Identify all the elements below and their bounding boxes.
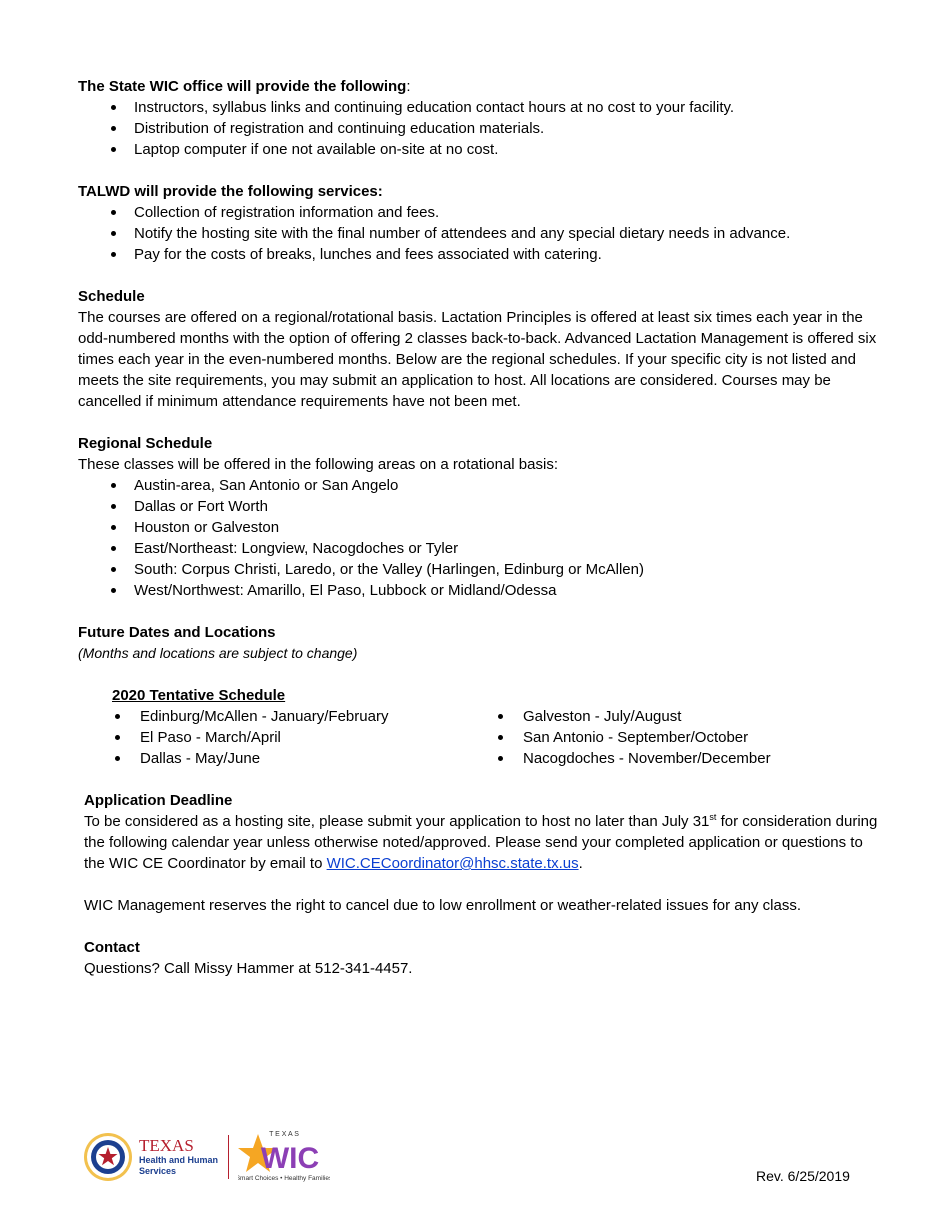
deadline-text: To be considered as a hosting site, please submit your application to host no later than July 31 [84, 813, 710, 830]
wic-logo [238, 1128, 330, 1186]
deadline-sup: st [709, 812, 717, 822]
wic-texas-text: T E X A S [269, 1131, 299, 1138]
list-item: Laptop computer if one not available on-site at no cost. [78, 139, 878, 160]
list-item: East/Northeast: Longview, Nacogdoches or Tyler [78, 538, 878, 559]
list-item: Pay for the costs of breaks, lunches and fees associated with catering. [78, 244, 878, 265]
state-wic-heading: The State WIC office will provide the following [78, 78, 407, 95]
deadline-section [84, 790, 878, 874]
regional-heading: Regional Schedule [78, 435, 213, 452]
list-item: Austin-area, San Antonio or San Angelo [78, 475, 878, 496]
revision-date: Rev. 6/25/2019 [756, 1168, 850, 1184]
list-item: Notify the hosting site with the final number of attendees and any special dietary needs in advance. [78, 223, 878, 244]
schedule-body: The courses are offered on a regional/rotational basis. Lactation Principles is offered at least six times each year in the odd-numbered months with the option of offering 2 classes back-to-back. Advanced Lactation Management is offered six times each year in the even-numbered months. Below are the regional schedules. If your specific city is not listed and meets the site requirements, you may submit an application to host. All locations are considered. Courses may be cancelled if minimum attendance requirements have not been met. [78, 309, 877, 410]
tentative-schedule [112, 685, 878, 769]
list-item: South: Corpus Christi, Laredo, or the Valley (Harlingen, Edinburg or McAllen) [78, 559, 878, 580]
hhs-line2: Services [139, 1166, 177, 1176]
list-item: Instructors, syllabus links and continuing education contact hours at no cost to your facility. [78, 97, 878, 118]
hhs-texas-text: TEXAS [139, 1136, 194, 1155]
deadline-heading: Application Deadline [84, 792, 233, 809]
contact-heading: Contact [84, 939, 140, 956]
wic-tagline-text: Smart Choices • Healthy Families [238, 1175, 331, 1182]
list-item: Distribution of registration and continuing education materials. [78, 118, 878, 139]
deadline-period: . [578, 855, 583, 872]
regional-section [78, 433, 878, 601]
state-wic-list [78, 97, 878, 160]
list-item: Dallas - May/June [112, 748, 495, 769]
list-item: Collection of registration information and fees. [78, 202, 878, 223]
state-wic-colon: : [406, 78, 411, 95]
future-note: (Months and locations are subject to change) [78, 645, 358, 661]
management-text: WIC Management reserves the right to cancel due to low enrollment or weather-related issues for any class. [84, 897, 801, 914]
wic-word-text: WIC [260, 1142, 320, 1175]
document-body [78, 76, 878, 1000]
tentative-schedule-title: 2020 Tentative Schedule [112, 687, 286, 704]
schedule-section [78, 286, 878, 412]
contact-section [84, 937, 878, 979]
list-item: Nacogdoches - November/December [495, 748, 878, 769]
management-section [84, 895, 878, 916]
wic-star-icon [238, 1128, 330, 1186]
footer-logos [83, 1128, 330, 1186]
schedule-heading: Schedule [78, 288, 145, 305]
email-link[interactable]: WIC.CECoordinator@hhsc.state.tx.us [326, 855, 579, 872]
future-section [78, 622, 878, 769]
list-item: El Paso - March/April [112, 727, 495, 748]
talwd-section [78, 181, 878, 265]
hhs-line1: Health and Human [139, 1155, 219, 1165]
hhs-logo [83, 1132, 218, 1182]
list-item: Galveston - July/August [495, 706, 878, 727]
regional-list [78, 475, 878, 601]
deadline-text-cont: for consideration during the following calendar year unless otherwise noted/approved. Please send your completed application or questions to the WIC CE Coordinator by email to [84, 813, 878, 872]
logo-divider [228, 1135, 229, 1179]
list-item: West/Northwest: Amarillo, El Paso, Lubbock or Midland/Odessa [78, 580, 878, 601]
regional-intro: These classes will be offered in the following areas on a rotational basis: [78, 456, 558, 473]
state-wic-section [78, 76, 878, 160]
list-item: Dallas or Fort Worth [78, 496, 878, 517]
contact-text: Questions? Call Missy Hammer at 512-341-4457. [84, 960, 413, 977]
talwd-list [78, 202, 878, 265]
texas-seal-icon [83, 1132, 133, 1182]
talwd-heading: TALWD will provide the following services: [78, 183, 383, 200]
schedule-list-right [495, 706, 878, 769]
schedule-list-left [112, 706, 495, 769]
future-heading: Future Dates and Locations [78, 624, 276, 641]
list-item: Houston or Galveston [78, 517, 878, 538]
list-item: Edinburg/McAllen - January/February [112, 706, 495, 727]
list-item: San Antonio - September/October [495, 727, 878, 748]
